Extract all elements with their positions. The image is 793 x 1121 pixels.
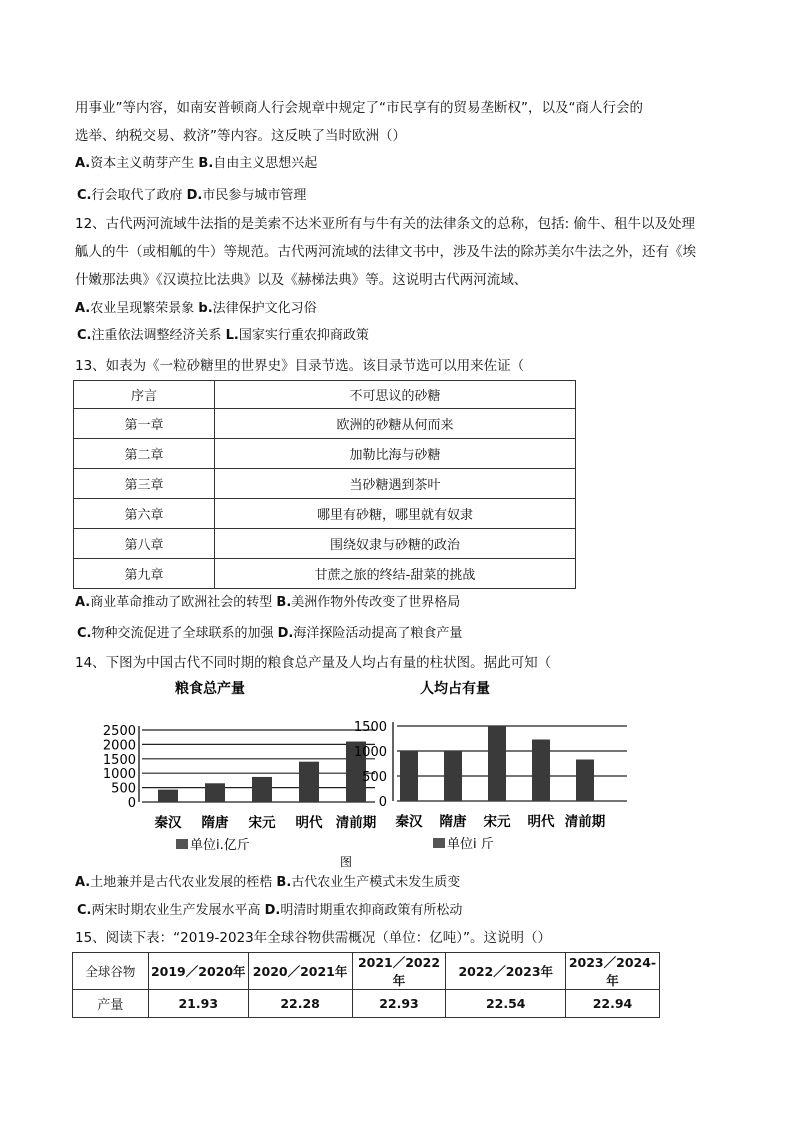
q13-option-a: 商业革命推动了欧洲社会的转型 [90,595,273,610]
q13-stem: 13、如表为《一粒砂糖里的世界史》目录节选。该目录节选可以用来佐证（ [75,358,525,374]
chart-title: 人均占有量 [420,681,490,697]
q15-data-row [73,990,660,1018]
q12-option-d: 国家实行重农抑商政策 [238,328,369,343]
header-cell: 2023／2024-年 [565,953,659,990]
q14-option-b: 古代农业生产模式未发生质变 [291,875,461,890]
data-cell: 21.93 [148,990,248,1018]
x-tick-label: 宋元 [248,815,276,831]
q11-option-d: 市民参与城市管理 [202,188,307,203]
q12-stem-line1: 12、古代两河流域牛法指的是美索不达米亚所有与牛有关的法律条文的总称，包括: 偷牛、租牛以及处理 [75,216,696,232]
y-tick-label: 0 [378,795,387,810]
q14-option-a: 土地兼并是古代农业发展的桎梏 [90,875,273,890]
q14-options-ab [75,871,460,890]
q13-options-cd [77,622,462,641]
q12-option-a: 农业呈现繁荣景象 [90,301,195,316]
q13-option-b: 美洲作物外传改变了世界格局 [291,595,461,610]
header-cell: 全球谷物 [73,953,149,990]
grain-output-chart [70,678,380,873]
table-row [74,469,576,499]
table-row [74,439,576,469]
q13-options-ab [75,591,460,610]
data-cell: 产量 [73,990,149,1018]
q15-grain-table [72,952,660,1018]
y-tick-label: 1000 [102,767,136,783]
q13-option-a-label: A. [75,595,91,610]
x-tick-label: 隋唐 [439,814,467,830]
legend-swatch [433,838,445,848]
chart-title: 粮食总产量 [175,681,245,697]
q11-option-c: 行会取代了政府 [91,188,183,203]
q14-option-c: 两宋时期农业生产发展水平高 [91,903,261,918]
chapter-title-cell: 不可思议的砂糖 [215,381,576,409]
unit-label: 单位i.亿斤 [190,838,250,853]
q13-contents-table [73,380,576,589]
q14-options-cd [77,899,462,918]
y-tick-label: 1500 [102,752,136,768]
q11-option-a-label: A. [75,156,91,171]
chapter-title-cell: 围绕奴隶与砂糖的政治 [215,529,576,559]
data-cell: 22.93 [352,990,446,1018]
chapter-title-cell: 当砂糖遇到茶叶 [215,469,576,499]
bar [444,751,462,801]
data-cell: 22.94 [565,990,659,1018]
y-tick-label: 1500 [353,720,387,735]
q13-option-b-label: B. [276,595,292,610]
x-tick-label: 秦汉 [395,814,423,830]
q11-option-b-label: B. [198,156,214,171]
q15-header-row [73,953,660,990]
q11-option-c-label: C. [77,188,92,203]
q14-option-a-label: A. [75,875,91,890]
q12-option-b-label: b. [198,301,213,316]
table-row [74,409,576,439]
chapter-cell: 第九章 [74,559,215,589]
table-row [74,559,576,589]
bar [205,783,225,802]
y-tick-label: 0 [127,796,136,811]
per-capita-chart [345,678,645,873]
unit-label: 单位i 斤 [447,837,494,852]
table-row [74,499,576,529]
header-cell: 2019／2020年 [148,953,248,990]
table-row [74,381,576,409]
y-tick-label: 2500 [102,724,136,739]
q13-option-c: 物种交流促进了全球联系的加强 [91,626,274,641]
chapter-cell: 第二章 [74,439,215,469]
q14-option-b-label: B. [276,875,292,890]
q12-option-a-label: A. [75,301,91,316]
x-tick-label: 清前期 [564,814,606,830]
q15-stem: 15、阅读下表：“2019-2023年全球谷物供需概况（单位：亿吨）”。这说明（） [75,930,551,946]
header-cell: 2022／2023年 [446,953,566,990]
q13-option-d: 海洋探险活动提高了粮食产量 [293,626,463,641]
chapter-title-cell: 加勒比海与砂糖 [215,439,576,469]
chapter-cell: 第八章 [74,529,215,559]
x-tick-label: 明代 [527,814,555,830]
figure-note: 图 [340,855,353,869]
q12-option-d-label: L. [225,328,239,343]
data-cell: 22.28 [248,990,352,1018]
x-tick-label: 隋唐 [201,815,229,831]
bar [158,790,178,802]
bar [532,740,550,802]
q12-option-b: 法律保护文化习俗 [212,301,317,316]
q12-options-cd [77,324,369,343]
q12-option-c: 注重依法调整经济关系 [91,328,222,343]
legend-swatch [176,839,188,849]
y-tick-label: 2000 [102,738,136,754]
header-cell: 2021／2022年 [352,953,446,990]
chapter-cell: 第一章 [74,409,215,439]
x-tick-label: 秦汉 [154,815,182,831]
q13-option-c-label: C. [77,626,92,641]
bar [400,751,418,801]
chapter-cell: 第六章 [74,499,215,529]
q12-option-c-label: C. [77,328,92,343]
table-row [74,529,576,559]
chapter-title-cell: 甘蔗之旅的终结-甜菜的挑战 [215,559,576,589]
q11-option-d-label: D. [186,188,203,203]
q11-stem-line2: 选举、纳税交易、救济”等内容。这反映了当时欧洲（） [75,128,406,144]
q11-options-cd [77,184,306,203]
q11-stem-line1: 用事业”等内容，如南安普顿商人行会规章中规定了“市民享有的贸易垄断权”，以及“商人行会的 [75,100,643,116]
bar [252,777,272,802]
q12-stem-line2: 觚人的牛（或相觚的牛）等规范。古代两河流域的法律文书中，涉及牛法的除苏美尔牛法之外，还有《埃 [75,244,696,260]
x-tick-label: 宋元 [483,814,511,830]
q14-option-c-label: C. [77,903,92,918]
q14-stem: 14、下图为中国古代不同时期的粮食总产量及人均占有量的柱状图。据此可知（ [75,655,552,671]
data-cell: 22.54 [446,990,566,1018]
q11-options-ab [75,152,317,171]
y-tick-label: 1000 [353,745,387,760]
q11-option-a: 资本主义萌芽产生 [90,156,195,171]
chapter-cell: 序言 [74,381,215,409]
bar [576,760,594,802]
x-tick-label: 清前期 [335,815,377,831]
x-tick-label: 明代 [295,815,323,831]
header-cell: 2020／2021年 [248,953,352,990]
bar [488,726,506,801]
chapter-title-cell: 哪里有砂糖，哪里就有奴隶 [215,499,576,529]
chapter-cell: 第三章 [74,469,215,499]
q13-option-d-label: D. [277,626,294,641]
q14-option-d: 明清时期重农抑商政策有所松动 [280,903,463,918]
y-tick-label: 500 [362,770,387,785]
y-tick-label: 500 [111,781,136,797]
q12-stem-line3: 什嫩那法典》《汉谟拉比法典》以及《赫梯法典》等。这说明古代两河流域、 [75,272,528,288]
chapter-title-cell: 欧洲的砂糖从何而来 [215,409,576,439]
q12-options-ab [75,297,317,316]
q14-option-d-label: D. [264,903,281,918]
bar [299,762,319,802]
q11-option-b: 自由主义思想兴起 [213,156,318,171]
